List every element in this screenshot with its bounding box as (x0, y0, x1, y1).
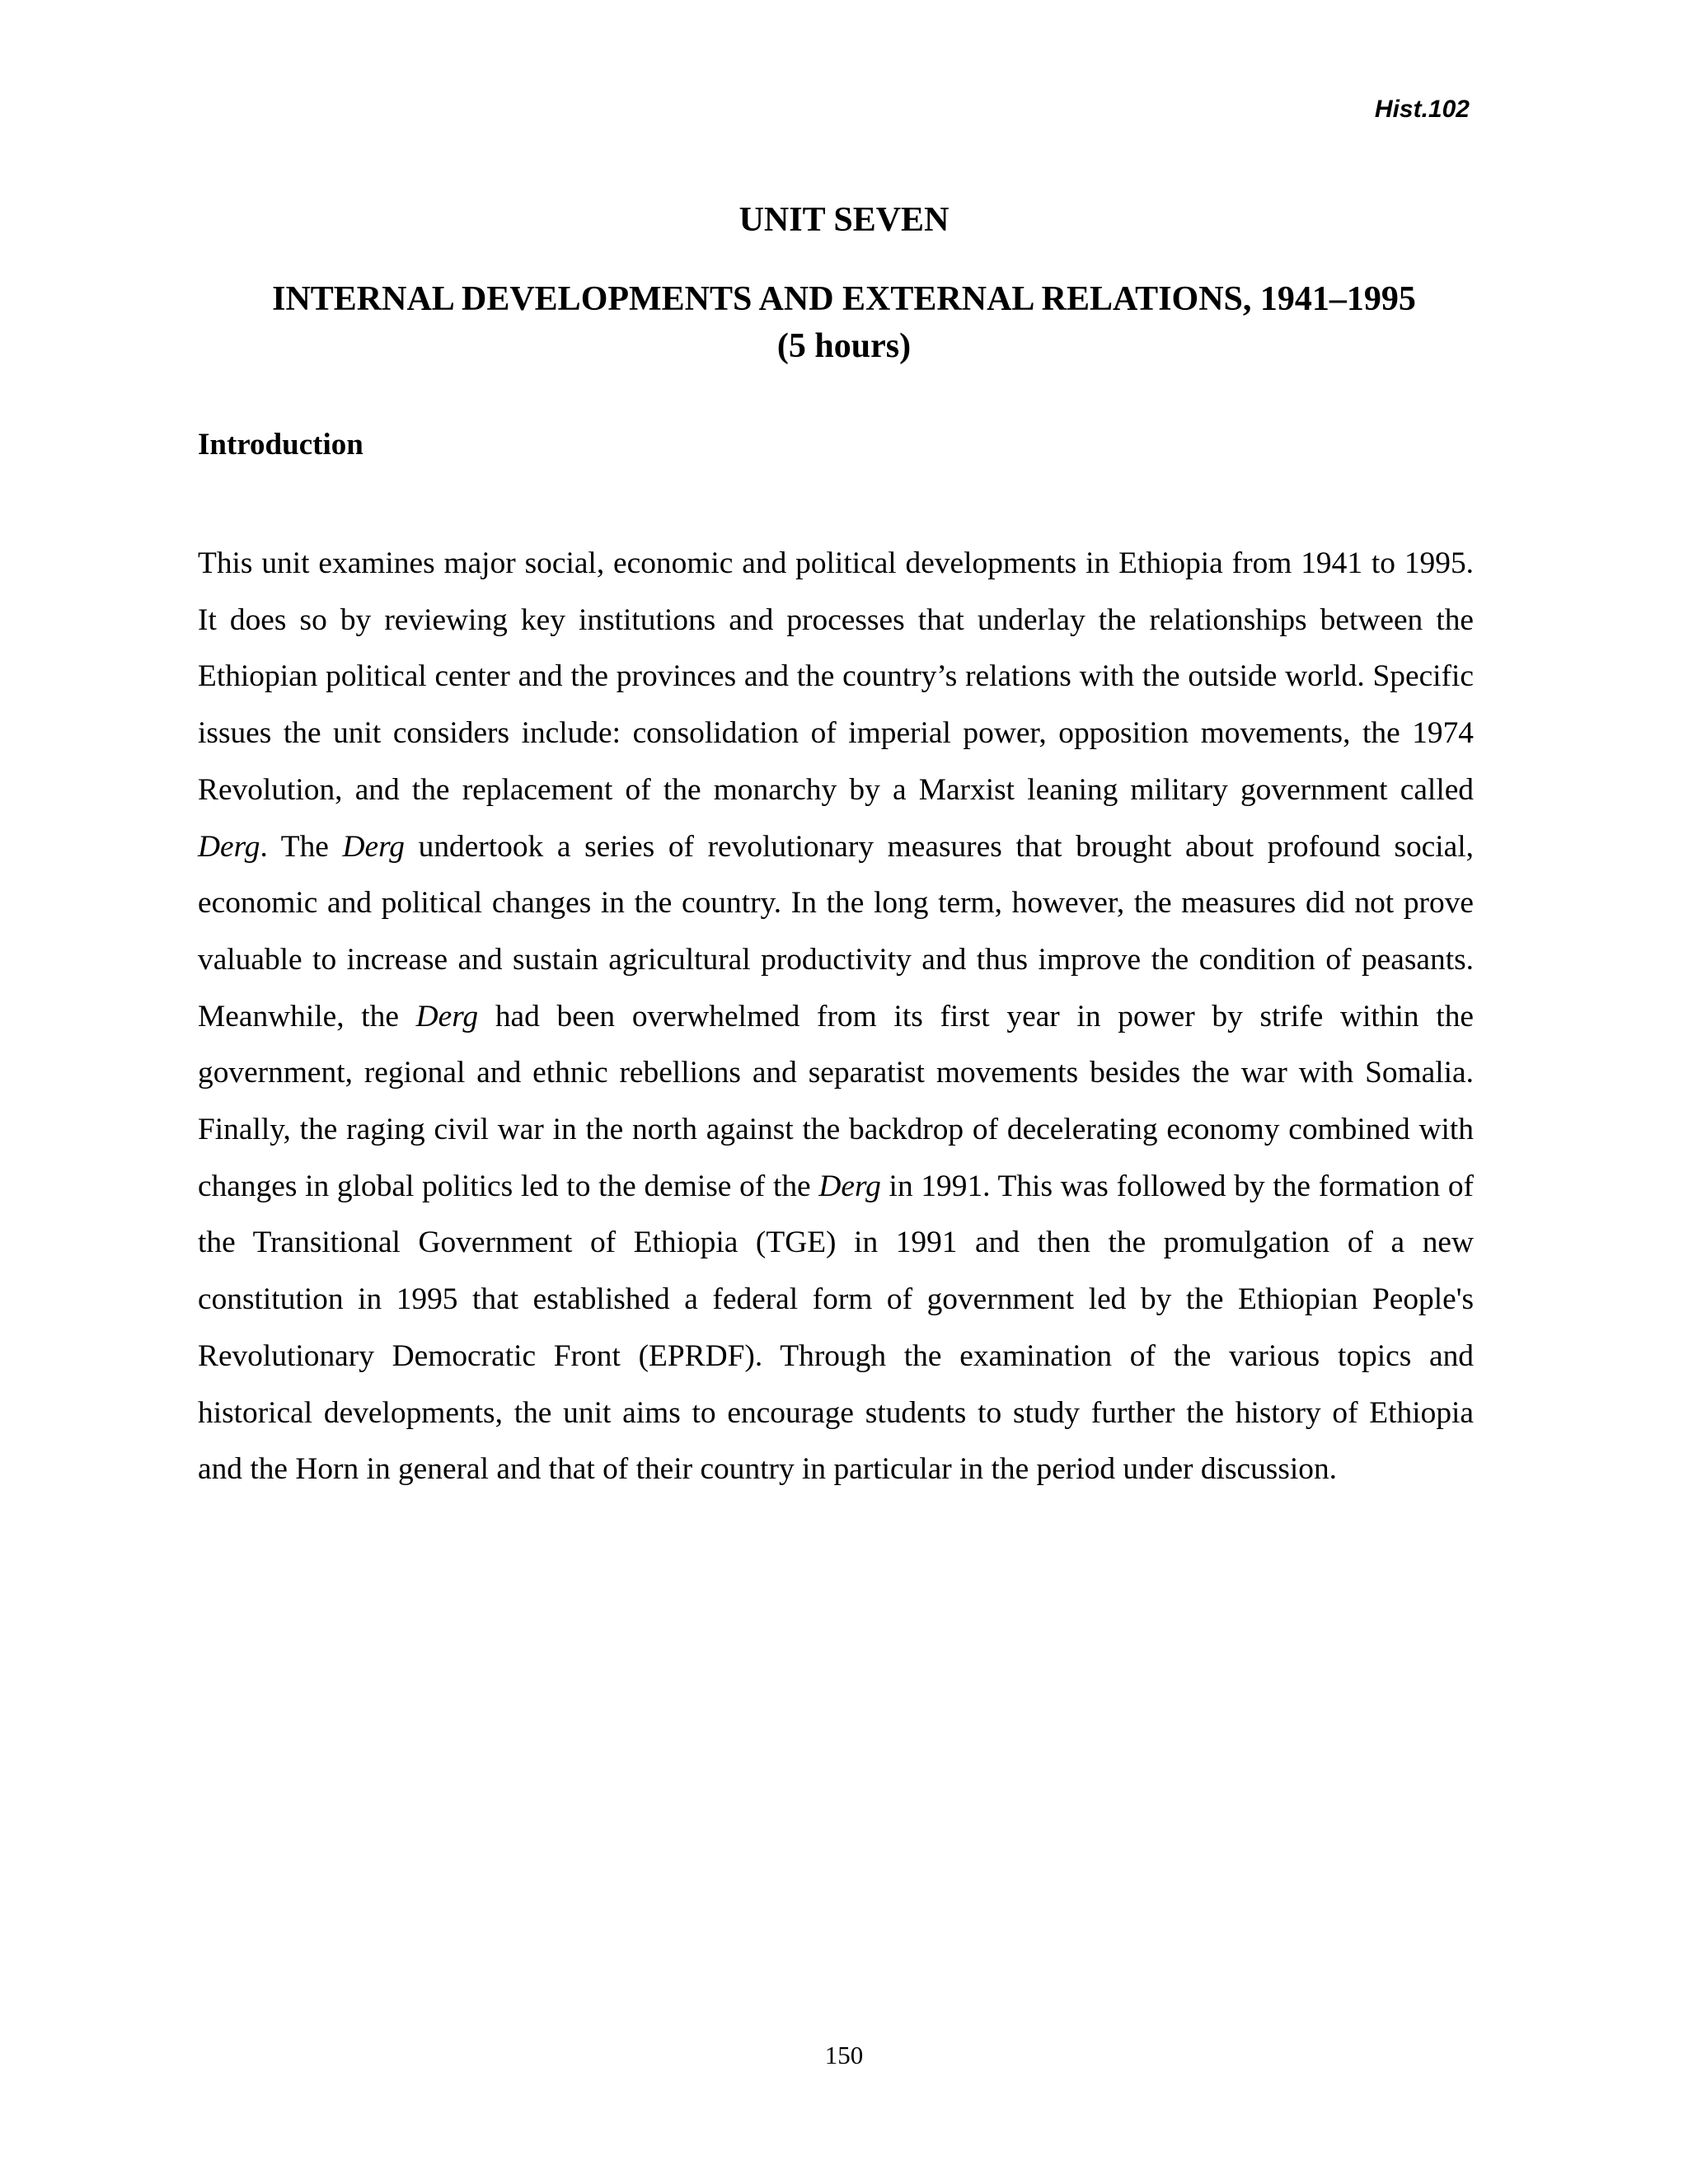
course-code-header: Hist.102 (1374, 96, 1470, 123)
derg-term: Derg (818, 1169, 881, 1203)
paragraph-text: undertook a series of revolutionary measures that brought about profound social, economic and political changes in the country. In the long term, however, the measures did not prove valuable to increase and sustain agricultural productivity and thus improve the condition of peasants. Meanwhile, the (198, 829, 1475, 1033)
page-number: 150 (824, 2041, 864, 2069)
introduction-paragraph (198, 536, 1474, 1498)
derg-term: Derg (415, 999, 479, 1033)
unit-duration: (5 hours) (776, 327, 912, 365)
unit-subtitle (0, 276, 1688, 370)
unit-subtitle-main: INTERNAL DEVELOPMENTS AND EXTERNAL RELATIONS, 1941–1995 (272, 280, 1416, 318)
unit-title: UNIT SEVEN (738, 201, 950, 239)
paragraph-text: This unit examines major social, economic and political developments in Ethiopia from 1941 to 1995. It does so by reviewing key institutions and processes that underlay the relationships between the Ethiopian political center and the provinces and the country’s relations with the outside world. Specific issues the unit considers include: consolidation of imperial power, opposition movements, the 1974 Revolution, and the replacement of the monarchy by a Marxist leaning military government called (198, 546, 1474, 807)
paragraph-text: had been overwhelmed from its first year in power by strife within the government, regional and ethnic rebellions and separatist movements besides the war with Somalia. Finally, the raging civil war in the north against the backdrop of decelerating economy combined with changes in global politics led to the demise of the (198, 999, 1474, 1203)
section-heading-introduction: Introduction (198, 428, 363, 462)
derg-term: Derg (198, 829, 260, 864)
derg-term: Derg (342, 829, 405, 864)
paragraph-text: in 1991. This was followed by the formation of the Transitional Government of Ethiopia (TGE) in 1991 and then the promulgation of a new constitution in 1995 that established a federal form of government led by the Ethiopian People's Revolutionary Democratic Front (EPRDF). Through the examination of the various topics and historical developments, the unit aims to encourage students to study further the history of Ethiopia and the Horn in general and that of their country in particular in the period under discussion. (198, 1169, 1474, 1487)
paragraph-text: . The (260, 829, 343, 864)
